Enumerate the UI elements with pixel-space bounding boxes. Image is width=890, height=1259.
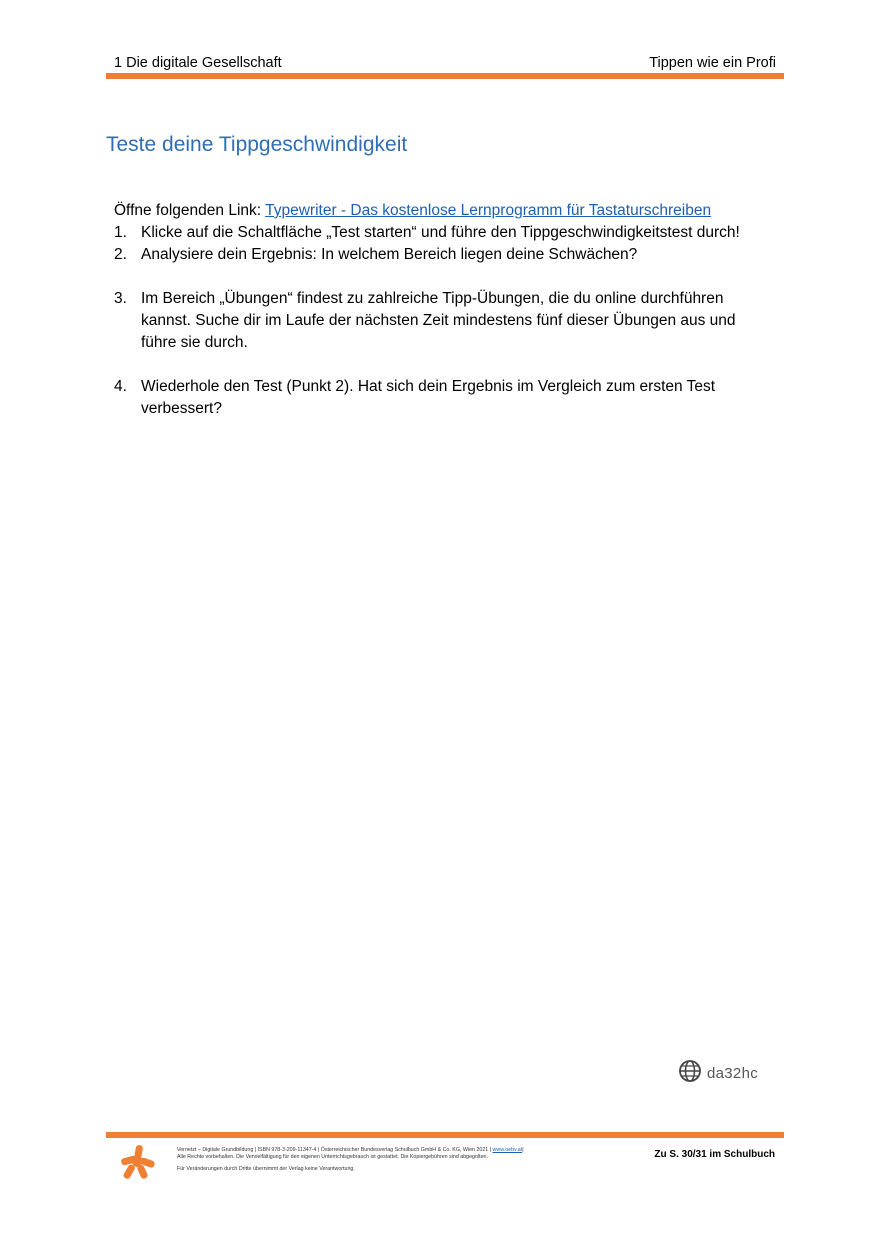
list-item [114,222,774,244]
online-code-badge[interactable] [678,1060,762,1086]
task-text: Wiederhole den Test (Punkt 2). Hat sich dein Ergebnis im Vergleich zum ersten Test verbessert? [141,378,716,417]
task-number: 3. [114,290,127,307]
chapter-title: 1 Die digitale Gesellschaft [114,55,282,71]
footer-legal [177,1147,597,1173]
globe-icon [678,1059,702,1088]
oebv-logo-icon [118,1142,158,1182]
task-content [114,200,774,420]
footer-line-3: Für Veränderungen durch Dritte übernimmt der Verlag keine Verantwortung. [177,1166,355,1172]
section-title: Tippen wie ein Profi [649,55,776,71]
task-number: 1. [114,224,127,241]
task-text: Analysiere dein Ergebnis: In welchem Bereich liegen deine Schwächen? [141,246,638,263]
footer-divider [106,1132,784,1138]
oebv-link[interactable]: www.oebv.at [492,1147,523,1153]
task-list [114,222,774,420]
intro-line [114,200,774,222]
typewriter-link[interactable]: Typewriter - Das kostenlose Lernprogramm für Tastaturschreiben [265,202,712,219]
list-item [114,288,774,354]
task-number: 2. [114,246,127,263]
task-text: Im Bereich „Übungen“ findest zu zahlreiche Tipp-Übungen, die du online durchführen kannst. Suche dir im Laufe der nächsten Zeit mindestens fünf dieser Übungen aus und führe sie durch. [141,290,736,351]
online-code: da32hc [707,1064,759,1082]
header-divider [106,73,784,79]
task-text: Klicke auf die Schaltfläche „Test starten“ und führe den Tippgeschwindigkeitstest durch! [141,224,740,241]
page-header [106,53,784,73]
page-title: Teste deine Tippgeschwindigkeit [106,133,408,156]
task-number: 4. [114,378,127,395]
footer-line-1: Vernetzt – Digitale Grundbildung | ISBN 978-3-209-11347-4 | Österreichischer Bundesverlag Schulbuch GmbH & Co. KG, Wien 2021 | www.oebv.at| [177,1147,524,1153]
textbook-page-reference: Zu S. 30/31 im Schulbuch [654,1149,775,1160]
list-item [114,244,774,266]
list-item [114,376,774,420]
intro-prefix: Öffne folgenden Link: [114,202,266,219]
footer-line-2: Alle Rechte vorbehalten. Die Vervielfältigung für den eigenen Unterrichtsgebrauch ist gestattet. Die Kopiergebühren sind abgegolten. [177,1154,488,1160]
